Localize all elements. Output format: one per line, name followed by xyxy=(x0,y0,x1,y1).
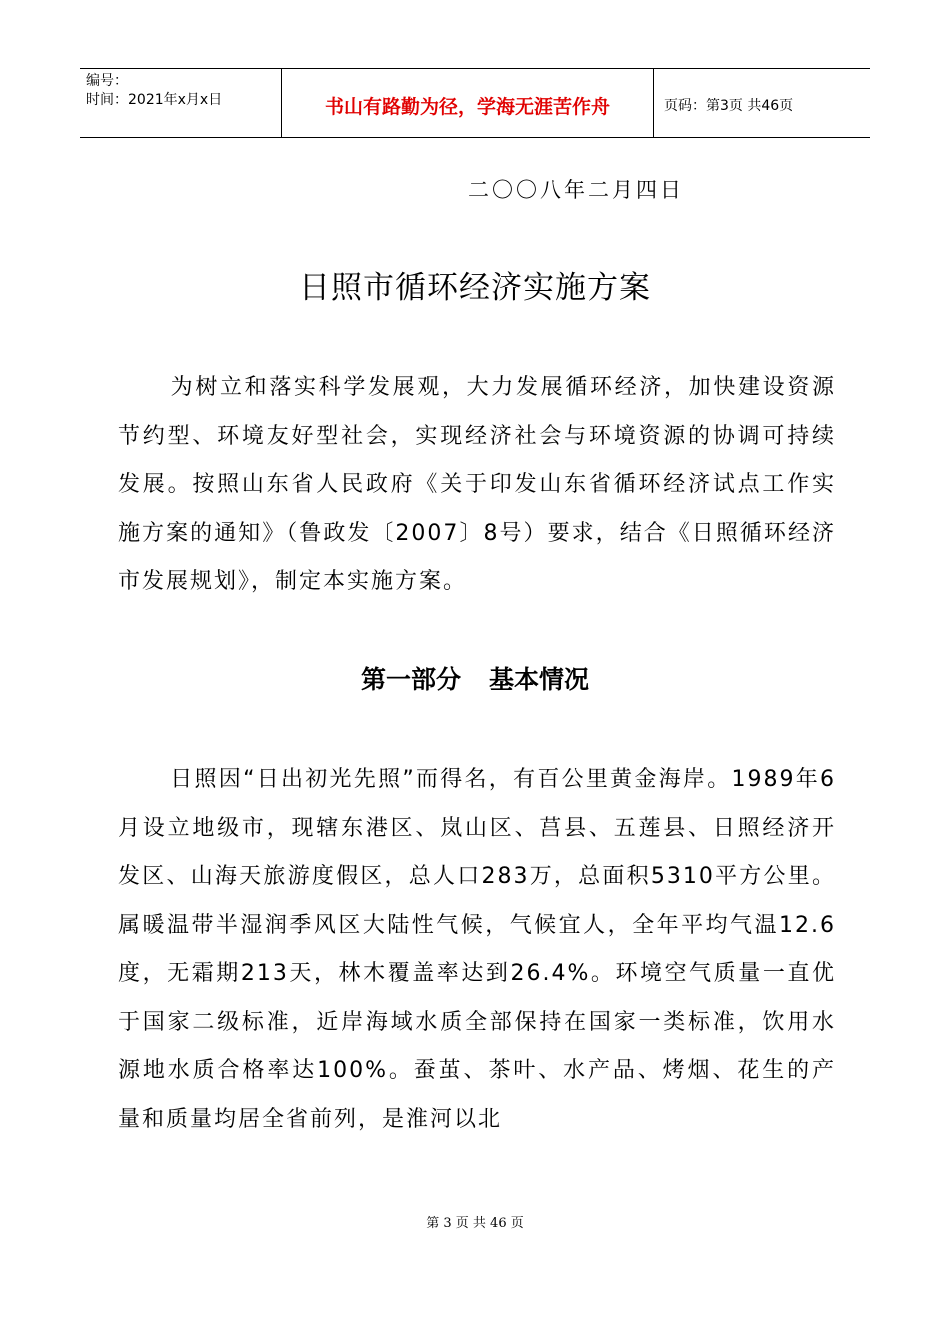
header-page-info: 页码：第3页 共46页 xyxy=(664,98,794,114)
time-label: 时间：2021年x月x日 xyxy=(86,92,223,108)
page-footer: 第 3 页 共 46 页 xyxy=(426,1216,524,1231)
header-meta xyxy=(80,69,282,137)
header-table xyxy=(80,68,870,138)
number-label: 编号： xyxy=(86,73,128,89)
header-motto: 书山有路勤为径，学海无涯苦作舟 xyxy=(282,69,654,137)
body-paragraph xyxy=(118,756,836,1144)
document-title: 日照市循环经济实施方案 xyxy=(299,270,651,306)
section-name: 基本情况 xyxy=(489,665,590,694)
section-part: 第一部分 xyxy=(360,665,461,694)
intro-paragraph xyxy=(118,364,836,607)
body-text: 日照因“日出初光先照”而得名，有百公里黄金海岸。1989年6月设立地级市，现辖东港区、岚山区、莒县、五莲县、日照经济开发区、山海天旅游度假区，总人口283万，总面积5310平方公里。属暖温带半湿润季风区大陆性气候，气候宜人，全年平均气温12.6度，无霜期213天，林木覆盖率达到26.4%。环境空气质量一直优于国家二级标准，近岸海域水质全部保持在国家一类标准，饮用水源地水质合格率达100%。蚕茧、茶叶、水产品、烤烟、花生的产量和质量均居全省前列，是淮河以北 xyxy=(118,767,836,1132)
section-heading xyxy=(0,660,950,696)
intro-text: 为树立和落实科学发展观，大力发展循环经济，加快建设资源节约型、环境友好型社会，实现经济社会与环境资源的协调可持续发展。按照山东省人民政府《关于印发山东省循环经济试点工作实施方案的通知》（鲁政发〔2007〕8号）要求，结合《日照循环经济市发展规划》，制定本实施方案。 xyxy=(118,375,836,594)
document-date: 二〇〇八年二月四日 xyxy=(468,178,684,202)
